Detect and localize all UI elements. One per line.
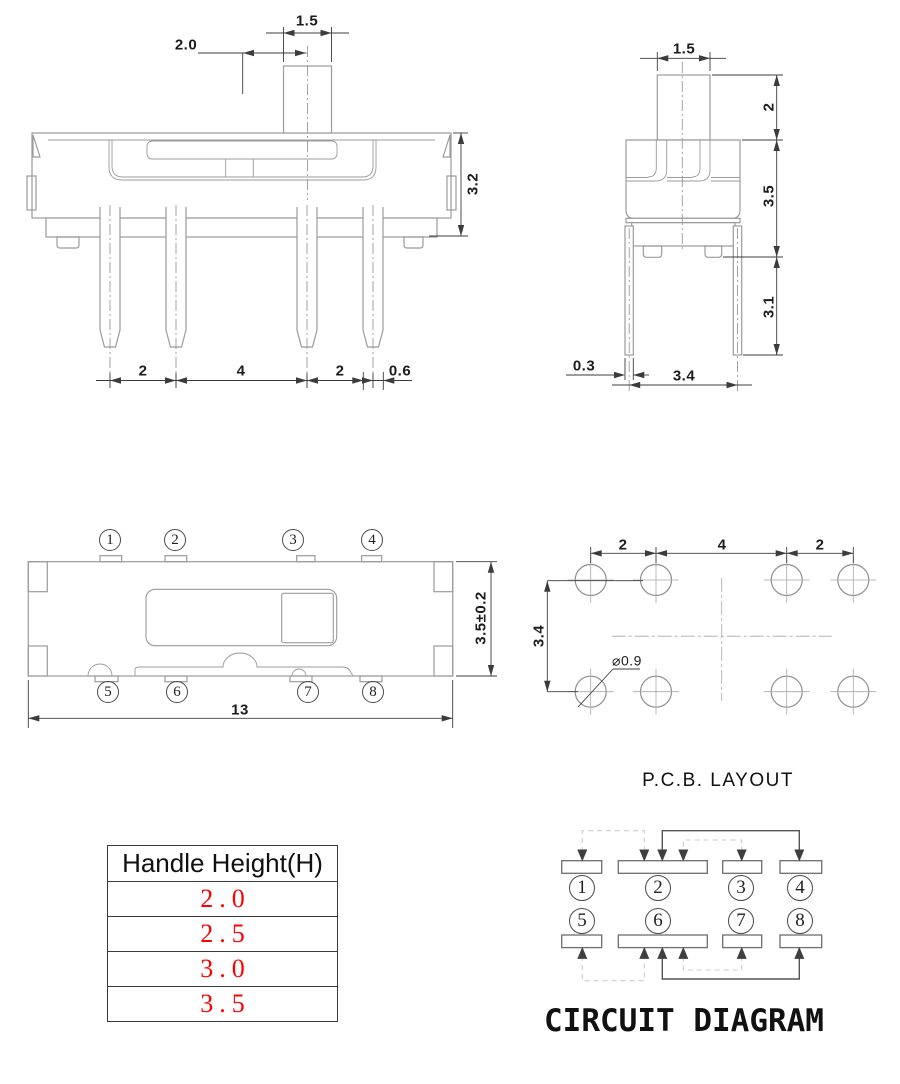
dim-side-pin-span: 3.4 xyxy=(672,367,696,385)
top-view-pin-1: 1 xyxy=(99,529,121,551)
handle-height-row: 3.5 xyxy=(108,986,337,1021)
top-view-pin-5: 5 xyxy=(97,681,119,703)
handle-height-table xyxy=(107,845,338,1022)
top-view-pin-4: 4 xyxy=(361,529,383,551)
dim-front-pitch-a: 2 xyxy=(138,362,148,380)
pcb-layout-title: P.C.B. LAYOUT xyxy=(642,770,794,791)
dim-pcb-pitch-b: 4 xyxy=(717,536,727,554)
top-view-pin-7: 7 xyxy=(297,681,319,703)
dim-front-pin-width: 0.6 xyxy=(388,362,412,380)
top-view-pin-3: 3 xyxy=(282,529,304,551)
top-view-pin-8: 8 xyxy=(362,681,384,703)
dim-pcb-row-spacing: 3.4 xyxy=(530,624,548,648)
circuit-pin-4: 4 xyxy=(787,875,813,901)
dim-front-handle-width: 1.5 xyxy=(295,12,319,30)
circuit-pin-3: 3 xyxy=(728,875,754,901)
dim-top-width: 3.5±0.2 xyxy=(472,591,490,645)
circuit-pin-7: 7 xyxy=(728,908,754,934)
circuit-diagram-title: CIRCUIT DIAGRAM xyxy=(544,1003,824,1039)
dim-pcb-pitch-a: 2 xyxy=(618,536,628,554)
dim-side-handle-height: 2 xyxy=(760,102,778,112)
dim-side-pin-thickness: 0.3 xyxy=(572,357,596,375)
dim-pcb-pitch-c: 2 xyxy=(815,536,825,554)
circuit-pin-2: 2 xyxy=(645,875,671,901)
circuit-pin-6: 6 xyxy=(645,908,671,934)
handle-height-row: 2.5 xyxy=(108,916,337,951)
circuit-pin-8: 8 xyxy=(787,908,813,934)
handle-height-row: 2.0 xyxy=(108,881,337,916)
dim-front-handle-offset: 2.0 xyxy=(174,36,198,54)
dim-pcb-hole-diameter: ⌀0.9 xyxy=(612,652,642,669)
dim-front-pitch-c: 2 xyxy=(335,362,345,380)
dim-front-pitch-b: 4 xyxy=(236,362,246,380)
dim-top-length: 13 xyxy=(231,701,249,719)
circuit-pin-1: 1 xyxy=(569,875,595,901)
dim-side-pin-length: 3.1 xyxy=(760,295,778,319)
dim-side-body-height: 3.5 xyxy=(760,184,778,208)
handle-height-row: 3.0 xyxy=(108,951,337,986)
top-view-pin-6: 6 xyxy=(166,681,188,703)
dim-side-handle-width: 1.5 xyxy=(672,40,696,58)
handle-height-header: Handle Height(H) xyxy=(122,848,323,878)
top-view-pin-2: 2 xyxy=(164,529,186,551)
dim-front-body-height: 3.2 xyxy=(464,172,482,196)
circuit-pin-5: 5 xyxy=(569,908,595,934)
